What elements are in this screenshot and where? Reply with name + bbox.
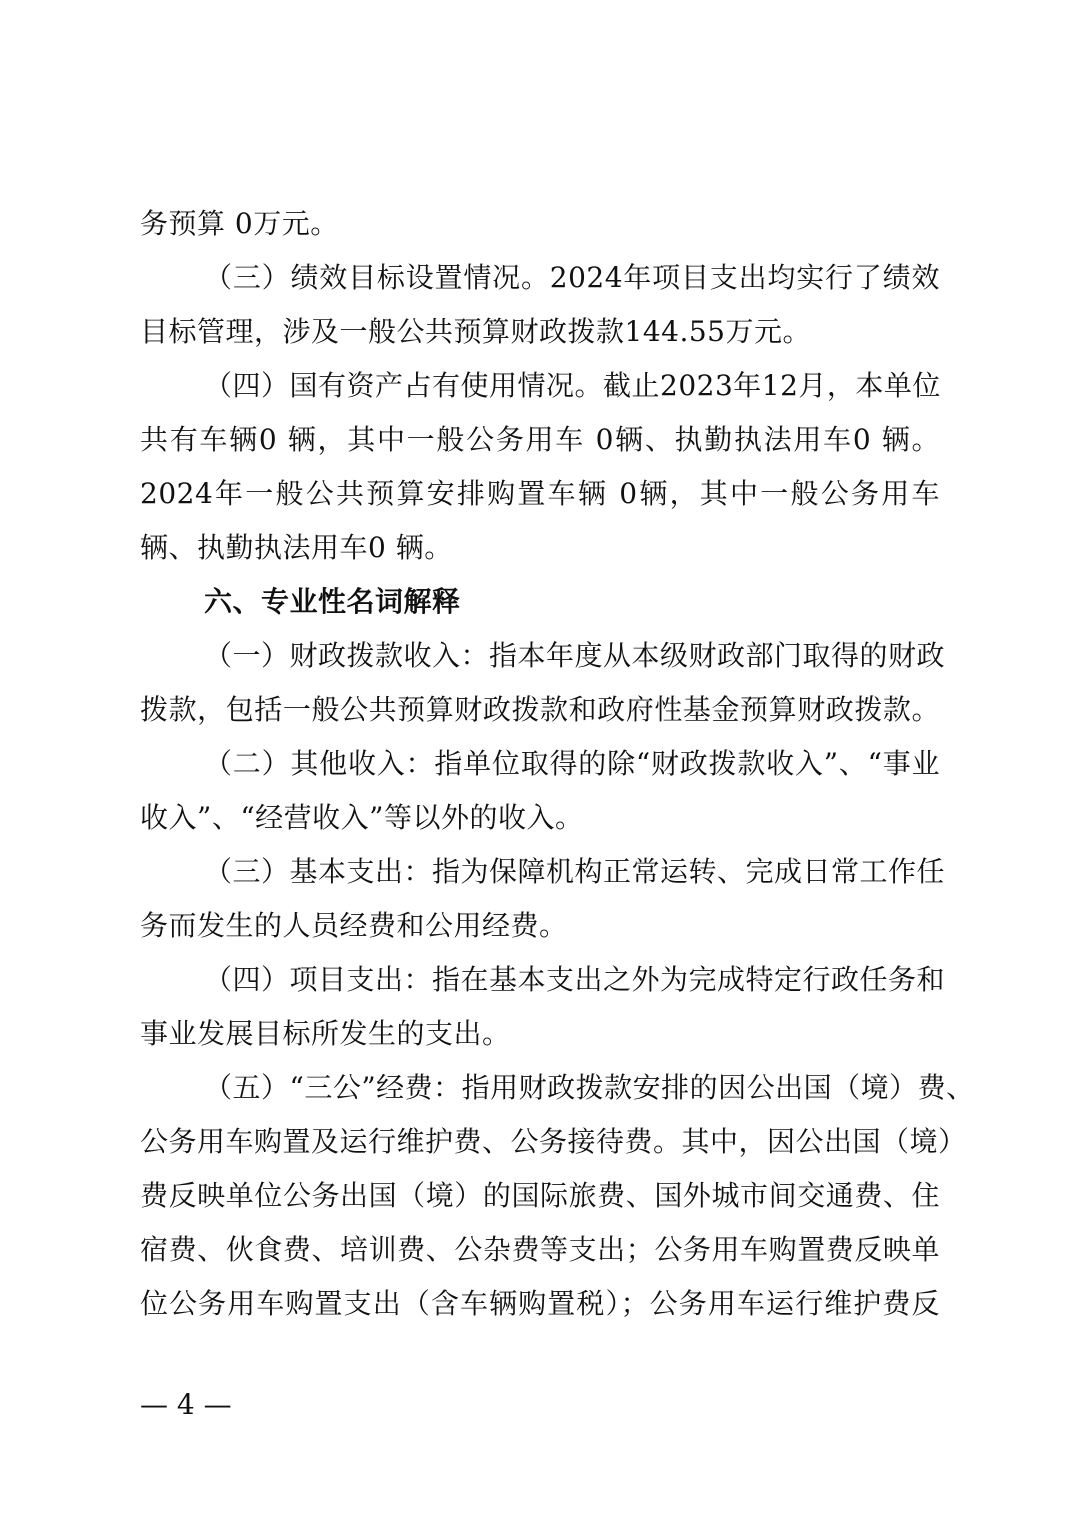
paragraph-line: 目标管理，涉及一般公共预算财政拨款144.55万元。 bbox=[140, 315, 811, 348]
paragraph-line: 公务用车购置及运行维护费、公务接待费。其中，因公出国（境） bbox=[140, 1125, 967, 1158]
section-heading: 六、专业性名词解释 bbox=[204, 585, 461, 618]
paragraph-line: 事业发展目标所发生的支出。 bbox=[140, 1017, 511, 1050]
paragraph-line: （四）项目支出：指在基本支出之外为完成特定行政任务和 bbox=[204, 963, 946, 996]
paragraph-line: 位公务用车购置支出（含车辆购置税）；公务用车运行维护费反 bbox=[140, 1287, 940, 1320]
paragraph-line: 2024年一般公共预算安排购置车辆 0辆，其中一般公务用车 bbox=[140, 477, 940, 510]
paragraph-line: 共有车辆0 辆，其中一般公务用车 0辆、执勤执法用车0 辆。 bbox=[140, 423, 940, 456]
paragraph-line: 费反映单位公务出国（境）的国际旅费、国外城市间交通费、住 bbox=[140, 1179, 940, 1212]
paragraph-line: （四）国有资产占有使用情况。截止2023年12月，本单位 bbox=[204, 369, 941, 402]
paragraph-line: 辆、执勤执法用车0 辆。 bbox=[140, 531, 453, 564]
paragraph-line: 务预算 0万元。 bbox=[140, 207, 339, 240]
paragraph-line: 收入”、“经营收入”等以外的收入。 bbox=[140, 801, 584, 834]
paragraph-line: 拨款，包括一般公共预算财政拨款和政府性基金预算财政拨款。 bbox=[140, 693, 940, 726]
paragraph-line: （五）“三公”经费：指用财政拨款安排的因公出国（境）费、 bbox=[204, 1071, 975, 1104]
paragraph-line: 宿费、伙食费、培训费、公杂费等支出；公务用车购置费反映单 bbox=[140, 1233, 940, 1266]
page-number: — 4 — bbox=[140, 1388, 232, 1421]
paragraph-line: 务而发生的人员经费和公用经费。 bbox=[140, 909, 568, 942]
paragraph-line: （二）其他收入：指单位取得的除“财政拨款收入”、“事业 bbox=[204, 747, 940, 780]
paragraph-line: （一）财政拨款收入：指本年度从本级财政部门取得的财政 bbox=[204, 639, 946, 672]
paragraph-line: （三）基本支出：指为保障机构正常运转、完成日常工作任 bbox=[204, 855, 946, 888]
paragraph-line: （三）绩效目标设置情况。2024年项目支出均实行了绩效 bbox=[204, 261, 940, 294]
